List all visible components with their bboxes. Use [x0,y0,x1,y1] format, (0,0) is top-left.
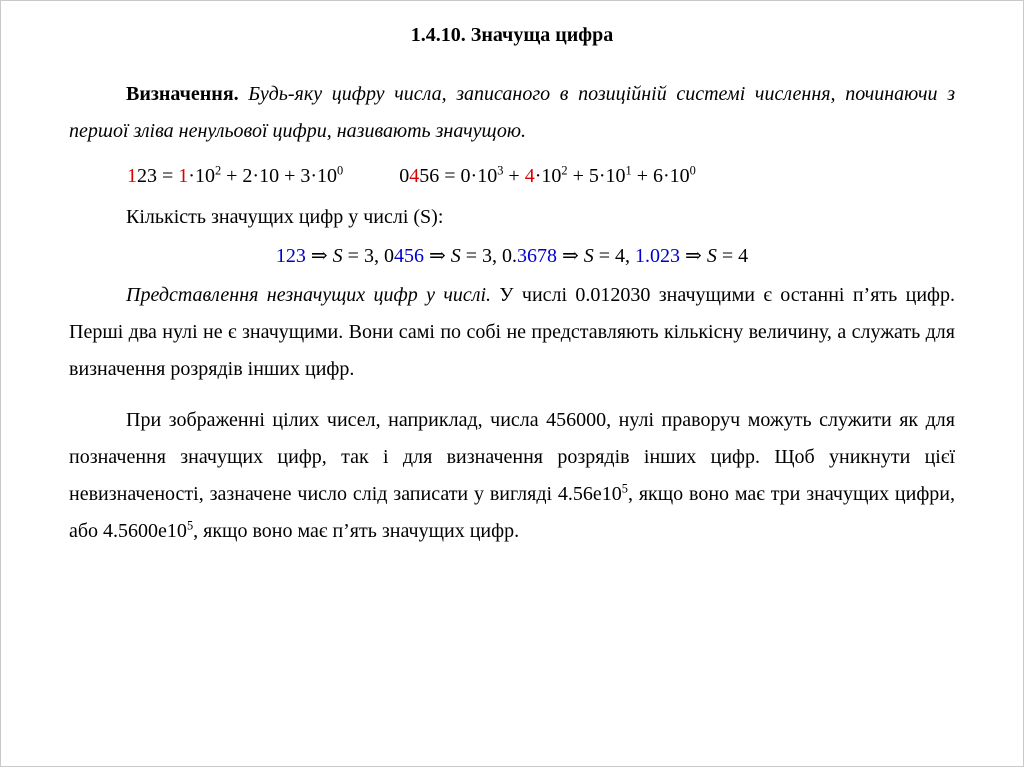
exponent: 3 [497,163,504,178]
arrow: ⇒ [305,245,333,267]
arrow: ⇒ [680,245,707,267]
math-var-S: S [450,245,461,267]
exponent: 1 [625,163,632,178]
integer-representation-paragraph [69,402,955,550]
paragraph-lead: Представлення незначущих цифр у числі. [126,284,492,306]
formula-fragment: 0 [399,165,410,187]
exponent: 0 [337,163,344,178]
formula-fragment: = 3, [342,245,384,267]
arrow: ⇒ [423,245,451,267]
exponent: 0 [689,163,696,178]
arrow: ⇒ [557,245,584,267]
exponent: 2 [214,163,222,178]
formula-123-expansion [127,158,343,195]
formula-fragment: 56 = 0·10 [419,165,498,187]
blue-number: 456 [393,245,424,267]
page-title: 1.4.10. Значуща цифра [410,24,614,46]
definition-paragraph [69,76,955,150]
formula-fragment: ·10 [188,165,215,187]
formula-fragment: ·10 [534,165,562,187]
formula-fragment: + [503,165,525,187]
exponent: 5 [621,481,628,496]
significant-count-examples [69,238,955,275]
expansion-formulas-row [69,158,955,195]
formula-fragment: 0 [383,245,394,267]
formula-fragment: + 6·10 [631,165,690,187]
blue-number: 1.023 [635,245,681,267]
formula-fragment: + 5·10 [567,165,626,187]
definition-text: Будь-яку цифру числа, записаного в позиційній системі числення, починаючи з першої зліва ненульової цифри, називають значущою. [69,83,955,142]
definition-label: Визначення. [126,83,239,105]
formula-fragment: + 2·10 + 3·10 [221,165,338,187]
red-digit: 1 [178,165,189,187]
paragraph-text: , якщо воно має три значущих цифри, або 4.5600e10 [69,483,955,542]
red-digit: 4 [524,165,535,187]
formula-fragment: 23 = [137,165,179,187]
formula-fragment: 0. [502,245,517,267]
formula-fragment: = 4, [593,245,636,267]
blue-number: 123 [275,245,306,267]
formula-fragment: = 3, [460,245,502,267]
insignificant-digits-paragraph [69,277,955,388]
exponent: 5 [186,518,194,533]
math-var-S: S [583,245,594,267]
blue-number: 3678 [517,245,557,267]
red-digit: 4 [409,165,420,187]
red-digit: 1 [127,165,137,187]
formula-0456-expansion [399,158,696,195]
paragraph-text: При зображенні цілих чисел, наприклад, числа 456000, нулі праворуч можуть служити як для позначення значущих цифр, так і для визначення розрядів інших цифр. Щоб уникнути цієї невизначеності, зазначене число слід записати у вигляді 4.56e10 [69,409,955,505]
formula-fragment: = 4 [716,245,749,267]
math-var-S: S [332,245,343,267]
exponent: 2 [561,163,568,178]
paragraph-text: У числі 0.012030 значущими є останні п’ять цифр. Перші два нулі не є значущими. Вони самі по собі не представляють кількісну величину, а служать для визначення розрядів інших цифр. [69,284,955,380]
math-var-S: S [706,245,717,267]
paragraph-text: , якщо воно має п’ять значущих цифр. [193,520,520,542]
significant-count-label: Кількість значущих цифр у числі (S): [126,206,444,228]
